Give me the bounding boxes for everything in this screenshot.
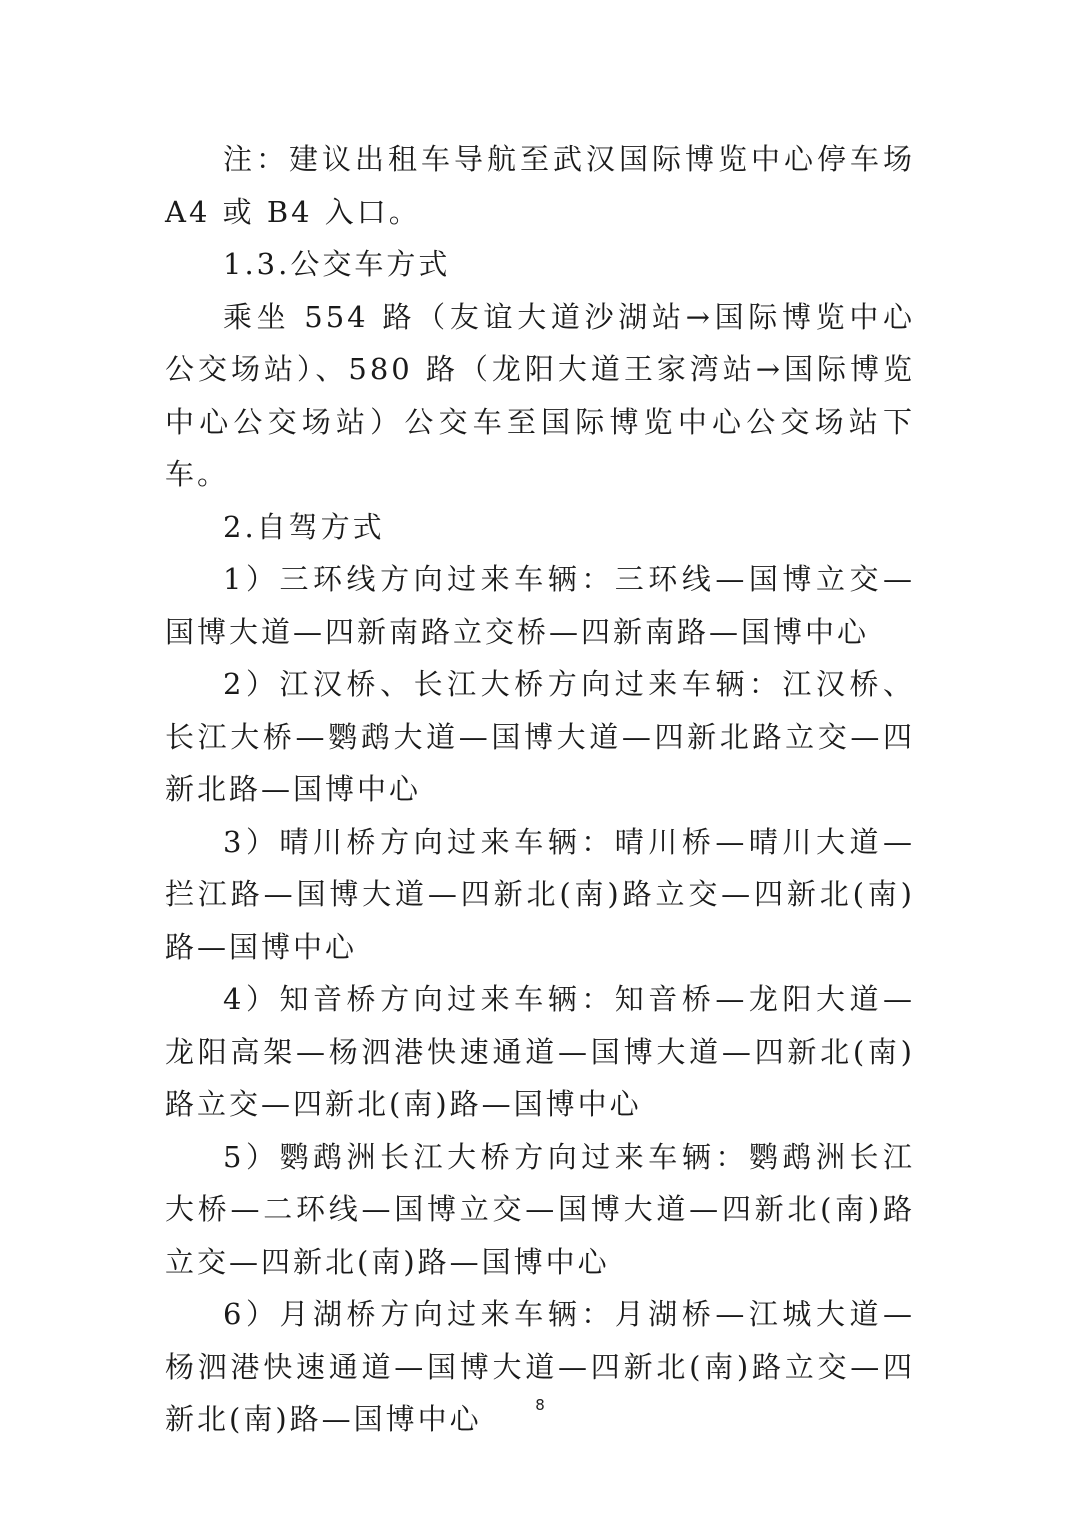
route-4-paragraph: 4）知音桥方向过来车辆：知音桥—龙阳大道—龙阳高架—杨泗港快速通道—国博大道—四新北(南)路立交—四新北(南)路—国博中心 <box>165 982 915 1121</box>
route-3-paragraph: 3）晴川桥方向过来车辆：晴川桥—晴川大道—拦江路—国博大道—四新北(南)路立交—四新北(南)路—国博中心 <box>165 824 915 964</box>
route-2-paragraph: 2）江汉桥、长江大桥方向过来车辆：江汉桥、长江大桥—鹦鹉大道—国博大道—四新北路立交—四新北路—国博中心 <box>165 667 915 806</box>
bus-section-heading: 1.3.公交车方式 <box>223 247 451 281</box>
document-body <box>165 133 915 1446</box>
taxi-note-paragraph: 注：建议出租车导航至武汉国际博览中心停车场 A4 或 B4 入口。 <box>165 142 915 229</box>
route-5-paragraph: 5）鹦鹉洲长江大桥方向过来车辆：鹦鹉洲长江大桥—二环线—国博立交—国博大道—四新北(南)路立交—四新北(南)路—国博中心 <box>165 1139 915 1279</box>
page-number: 8 <box>535 1396 545 1414</box>
bus-routes-paragraph: 乘坐 554 路（友谊大道沙湖站→国际博览中心公交场站）、580 路（龙阳大道王家湾站→国际博览中心公交场站）公交车至国际博览中心公交场站下车。 <box>165 299 915 491</box>
self-driving-section-heading: 2.自驾方式 <box>223 509 385 544</box>
route-1-paragraph: 1）三环线方向过来车辆：三环线—国博立交—国博大道—四新南路立交桥—四新南路—国博中心 <box>165 562 915 649</box>
route-6-paragraph: 6）月湖桥方向过来车辆：月湖桥—江城大道—杨泗港快速通道—国博大道—四新北(南)路立交—四新北(南)路—国博中心 <box>165 1297 915 1436</box>
